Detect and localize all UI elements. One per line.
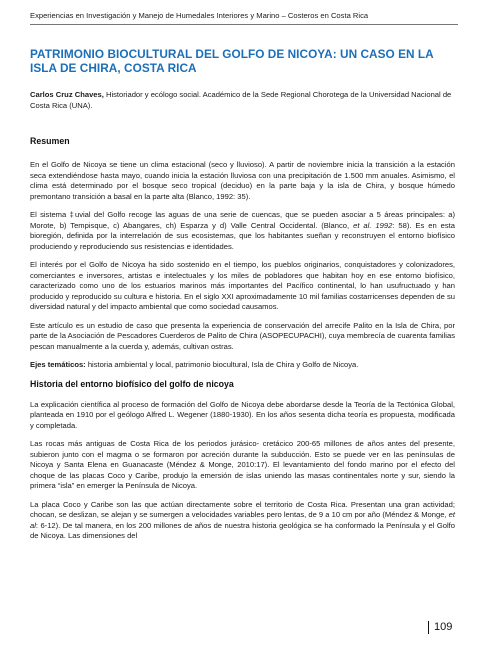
resumen-p2-italic: et al. 1992 (353, 220, 393, 230)
page-number: 109 (428, 621, 452, 634)
historia-p3-text-b: : 6-12). De tal manera, en los 200 millones de años de nuestra historia geológica se ha conformado la Península y el Golfo de Nicoya. Las dimensiones del (30, 520, 455, 540)
ejes-label: Ejes temáticos: (30, 360, 86, 369)
historia-p3-text-a: La placa Coco y Caribe son las que actúan directamente sobre el territorio de Costa Rica. Presentan una gran actividad; chocan, se deslizan, se alejan y se sumergen a velocidades variables pero lentas, de 9 a 10 cm por año (Méndez & Monge, (30, 499, 455, 519)
running-header: Experiencias en Investigación y Manejo de Humedales Interiores y Marino – Costeros en Costa Rica (30, 11, 369, 20)
historia-heading: Historia del entorno biofísico del golfo de nicoya (30, 378, 234, 389)
resumen-paragraph-4: Este artículo es un estudio de caso que presenta la experiencia de conservación del arrecife Palito en la Isla de Chira, por parte de la Asociación de Pescadores Cuerderos de Palito de Chira (ASOPECUPACHI), cuya membrecía de cuarenta familias pescan manualmente a la cuerda y, además, cultivan ostras. (30, 320, 455, 351)
resumen-paragraph-3: El interés por el Golfo de Nicoya ha sido sostenido en el tiempo, los pueblos originarios, conquistadores y colonizadores, comerciantes e inversores, artistas e intelectuales y los miles de pobladores que habitan hoy en ese entorno biofísico, caracterizado como uno de los estuarios marinos más importantes del Pacífico continental, lo han usufructuado y han producido y reproducido su cultura e historia. En el siglo XXI aproximadamente 10 mil familias costarricenses dependen de su diversidad natural y del impacto ambiental que como sociedad causamos. (30, 260, 455, 311)
article-title: PATRIMONIO BIOCULTURAL DEL GOLFO DE NICOYA: UN CASO EN LA ISLA DE CHIRA, COSTA RICA (30, 47, 434, 75)
resumen-paragraph-2 (30, 210, 455, 252)
historia-paragraph-1: La explicación científica al proceso de formación del Golfo de Nicoya debe abordarse desde la Teoría de la Tectónica Global, planteada en 1910 por el geólogo Alfred L. Wegener (1880-1930). En los años sesenta dicha teoría es propuesta, modificada y completada. (30, 399, 455, 430)
resumen-paragraph-1: En el Golfo de Nicoya se tiene un clima estacional (seco y lluvioso). A partir de noviembre inicia la transición a la estación seca extendiéndose hasta mayo, cuando inicia la estación lluviosa con una precipitación de 1.500 mm anuales. Asimismo, el clima está determinado por el bosque seco tropical (deciduo) en la parte baja y la isla de Chira, y bosque húmedo premontano transición a basal en la parte alta (Blanco, 1992: 35). (30, 160, 455, 201)
page-content (30, 47, 455, 550)
header-rule (30, 24, 458, 25)
author-line (30, 90, 455, 111)
author-name: Carlos Cruz Chaves, (30, 90, 104, 99)
resumen-heading: Resumen (30, 136, 70, 146)
ejes-tematicos (30, 360, 455, 371)
historia-p3-italic: et al (30, 510, 455, 530)
historia-paragraph-2: Las rocas más antiguas de Costa Rica de los periodos jurásico- cretácico 200-65 millones de años antes del presente, subieron junto con el magma o se formaron por acreción durante la subducción. Esto se puede ver en las penínsulas de Nicoya y Santa Elena en Guanacaste (Méndez & Monge, 2010:17). El levantamiento del fondo marino por el efecto del choque de las placas Coco y Caribe, produjo la emersión de islas uniendo las masas continentales norte y sur, siendo la primera “isla” en emerger la Península de Nicoya. (30, 439, 455, 490)
historia-paragraph-3 (30, 500, 455, 542)
resumen-p2-text-b: : 58). Es en esta bioregión, definida por la interrelación de sus ecosistemas, que los habitantes sueñan y reconstruyen el entorno biofísico produciendo y reproduciendo sus resistencias e identidades. (30, 220, 456, 251)
author-affiliation: Historiador y ecólogo social. Académico de la Sede Regional Chorotega de la Universidad Nacional de Costa Rica (UNA). (30, 90, 452, 110)
ejes-text: historia ambiental y local, patrimonio biocultural, Isla de Chira y Golfo de Nicoya. (85, 360, 359, 369)
resumen-p2-text-a: El sistema ‡uvial del Golfo recoge las aguas de una serie de cuencas, que se pueden asociar a 5 áreas principales: a) Morote, b) Tempisque, c) Abangares, ch) Esparza y d) Valle Central Occidental. (Blanco, (30, 210, 455, 230)
